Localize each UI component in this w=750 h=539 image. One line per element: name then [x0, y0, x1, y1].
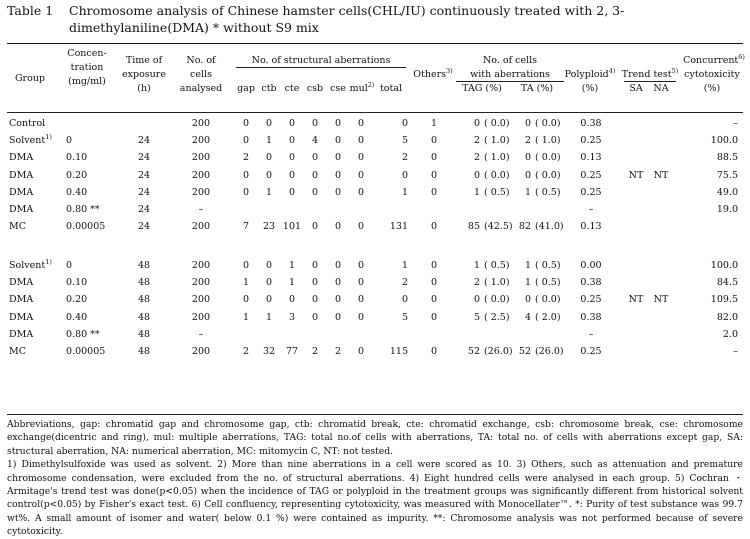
cell-time: 48	[137, 311, 151, 323]
cell-others: 0	[430, 135, 438, 147]
footnotes: 1) Dimethylsulfoxide was used as solvent. 2) More than nine aberrations in a cell were scored as 10. 3) Others, such as attenuation and premature chromosome condensation, were excluded from the no. of structural aberrations. 4) Eight hundred cells were analysed in each group. 5) Cochran ・ Armitage's trend test was done(p<0.05) when the incidence of TAG or polyploid in the treatment groups was significantly different from historical solvent control(p<0.05) by Fisher's exact test. 6) Cell confluency, representing cytotoxicity, was measured with Monocellater™. *: Purity of test substance was 99.7 wt%. A small amount of isomer and water( below 0.1 %) were contained as impurity. **: Chromosome analysis was not performed because of severe cytotoxicity.	[7, 459, 743, 538]
table-row	[0, 292, 750, 308]
cell-mul: 0	[357, 277, 365, 289]
cell-ctb: 0	[265, 118, 273, 129]
cell-time: 48	[137, 294, 151, 306]
header-cytotox-2: cytotoxicity	[684, 69, 740, 80]
header-ta: TA (%)	[520, 83, 554, 94]
table-row	[0, 275, 750, 291]
cell-cse: 0	[334, 311, 342, 323]
header-ctb: ctb	[261, 83, 277, 94]
cell-cyto: 75.5	[716, 169, 738, 181]
table-row	[0, 168, 750, 184]
cell-tag: 85	[467, 221, 480, 233]
structural-subrule	[236, 67, 406, 68]
cell-gap: 0	[242, 135, 250, 147]
cell-tagp: (42.5)	[484, 221, 513, 233]
cell-csb: 2	[311, 346, 319, 357]
cell-csb: 0	[311, 152, 319, 164]
header-cse: cse	[330, 83, 346, 94]
cell-total: 5	[401, 311, 408, 323]
cell-tap: ( 0.5)	[535, 277, 561, 289]
cell-mul: 0	[357, 152, 365, 164]
cell-others: 0	[430, 221, 438, 233]
table-row	[0, 133, 750, 149]
cell-cyto: 88.5	[716, 152, 738, 164]
cell-group: DMA	[9, 277, 34, 289]
cell-tag: 0	[473, 169, 480, 181]
trend-subrule	[624, 81, 676, 82]
cell-mul: 0	[357, 294, 365, 306]
cell-poly: 0.25	[580, 294, 602, 306]
cell-conc: 0.10	[66, 152, 88, 164]
cell-total: 1	[401, 260, 408, 271]
cell-cse: 0	[334, 277, 342, 289]
cell-tagp: ( 1.0)	[484, 277, 510, 289]
cell-gap: 0	[242, 260, 250, 271]
cell-time: 24	[137, 221, 151, 233]
header-sa: SA	[629, 83, 643, 94]
cell-group: DMA	[9, 169, 34, 181]
header-concentration-2: tration	[70, 62, 104, 73]
header-structural-aberrations: No. of structural aberrations	[251, 55, 391, 66]
header-csb: csb	[306, 83, 324, 94]
cell-poly: 0.38	[580, 277, 602, 289]
cell-cells: –	[198, 328, 204, 340]
cell-group: DMA	[9, 152, 34, 164]
table-row	[0, 219, 750, 235]
cell-tap: ( 0.0)	[535, 118, 561, 129]
cell-poly: 0.00	[580, 260, 602, 271]
cell-poly: 0.25	[580, 169, 602, 181]
header-tag: TAG (%)	[462, 83, 502, 94]
cell-gap: 2	[242, 346, 250, 357]
table-row	[0, 185, 750, 201]
cell-sa: NT	[628, 169, 644, 181]
cell-tag: 1	[473, 186, 480, 198]
cell-conc: 0.20	[66, 294, 88, 306]
table-row	[0, 327, 750, 343]
cell-cyto: 100.0	[710, 260, 738, 271]
cell-tagp: ( 0.0)	[484, 294, 510, 306]
cell-tap: ( 0.5)	[535, 260, 561, 271]
cell-total: 2	[401, 152, 408, 164]
cell-tag: 0	[473, 294, 480, 306]
cell-tag: 0	[473, 118, 480, 129]
cell-gap: 2	[242, 152, 250, 164]
cell-group: Solvent$^{1)}$	[9, 133, 52, 147]
cell-csb: 0	[311, 221, 319, 233]
header-polyploid: Polyploid$^{4)}$	[564, 66, 616, 80]
table-row	[0, 150, 750, 166]
table-title: Chromosome analysis of Chinese hamster cells(CHL/IU) continuously treated with 2, 3-dimethylaniline(DMA) * without S9 mix	[69, 3, 625, 35]
cell-conc: 0.40	[66, 311, 88, 323]
cell-tap: ( 0.0)	[535, 152, 561, 164]
cell-total: 0	[401, 118, 408, 129]
cell-cse: 0	[334, 169, 342, 181]
cell-total: 5	[401, 135, 408, 147]
cell-mul: 0	[357, 118, 365, 129]
cell-gap: 0	[242, 294, 250, 306]
cell-na: NT	[653, 169, 669, 181]
cell-gap: 0	[242, 186, 250, 198]
cell-cte: 1	[288, 260, 296, 271]
cell-tagp: (26.0)	[484, 346, 513, 357]
header-cells-3: analysed	[179, 83, 223, 94]
cell-cells: 200	[191, 311, 211, 323]
abbreviations: Abbreviations, gap: chromatid gap and chromosome gap, ctb: chromatid break, cte: chromatid exchange, csb: chromosome break, cse: chromosome exchange(dicentric and ring), mul: multiple aberrations, TAG: total no.of cells with aberrations, TA: total no. of cells with aberrations except gap, SA: structural aberration, NA: numerical aberration, MC: mitomycin C, NT: not tested.	[7, 419, 743, 457]
cell-group: DMA	[9, 328, 34, 340]
cell-gap: 0	[242, 118, 250, 129]
header-cte: cte	[284, 83, 300, 94]
header-na: NA	[653, 83, 669, 94]
cell-cse: 0	[334, 135, 342, 147]
cell-cyto: 84.5	[716, 277, 738, 289]
cell-tagp: ( 1.0)	[484, 135, 510, 147]
header-time-3: (h)	[137, 83, 151, 94]
cell-tap: (41.0)	[535, 221, 564, 233]
cell-mul: 0	[357, 186, 365, 198]
table-row	[0, 202, 750, 218]
cell-cells: 200	[191, 294, 211, 306]
cell-ta: 82	[518, 221, 531, 233]
header-total: total	[379, 83, 403, 94]
header-gap: gap	[237, 83, 255, 94]
header-time-1: Time of	[125, 55, 163, 66]
cell-total: 131	[389, 221, 408, 233]
cell-ta: 1	[524, 277, 531, 289]
header-group: Group	[14, 73, 46, 84]
cell-poly: 0.13	[580, 221, 602, 233]
table-row	[0, 258, 750, 274]
cell-gap: 0	[242, 169, 250, 181]
top-rule	[7, 43, 743, 44]
cell-cte: 0	[288, 294, 296, 306]
cell-time: 48	[137, 328, 151, 340]
cell-cells: 200	[191, 186, 211, 198]
cell-tagp: ( 0.5)	[484, 260, 510, 271]
cell-ta: 1	[524, 186, 531, 198]
cell-ta: 1	[524, 260, 531, 271]
cell-tag: 2	[473, 277, 480, 289]
cell-ta: 0	[524, 118, 531, 129]
cell-ta: 0	[524, 152, 531, 164]
cell-tag: 2	[473, 135, 480, 147]
cell-cells: 200	[191, 169, 211, 181]
cell-csb: 0	[311, 277, 319, 289]
cell-conc: 0	[66, 260, 73, 271]
cell-ctb: 0	[265, 277, 273, 289]
cell-sa: NT	[628, 294, 644, 306]
cell-csb: 0	[311, 186, 319, 198]
cell-total: 1	[401, 186, 408, 198]
cell-conc: 0.20	[66, 169, 88, 181]
cell-poly: –	[588, 204, 594, 215]
cell-csb: 0	[311, 169, 319, 181]
header-trend-test: Trend test$^{5)}$	[621, 66, 679, 80]
cell-csb: 0	[311, 260, 319, 271]
header-concentration-3: (mg/ml)	[68, 76, 106, 87]
cell-tag: 2	[473, 152, 480, 164]
aberrations-subrule	[456, 81, 564, 82]
cell-conc: 0.00005	[66, 346, 106, 357]
cell-tap: ( 2.0)	[535, 311, 561, 323]
cell-ta: 4	[524, 311, 531, 323]
cell-tap: (26.0)	[535, 346, 564, 357]
header-mul: mul$^{2)}$	[349, 80, 375, 94]
cell-tap: ( 0.0)	[535, 169, 561, 181]
cell-mul: 0	[357, 346, 365, 357]
cell-total: 0	[401, 169, 408, 181]
cell-group: DMA	[9, 311, 34, 323]
cell-cells: 200	[191, 221, 211, 233]
cell-time: 24	[137, 152, 151, 164]
cell-total: 115	[389, 346, 408, 357]
cell-mul: 0	[357, 221, 365, 233]
cell-cse: 0	[334, 221, 342, 233]
cell-time: 48	[137, 277, 151, 289]
cell-cte: 3	[288, 311, 296, 323]
cell-mul: 0	[357, 260, 365, 271]
header-cytotox-1: Concurrent$^{6)}$	[683, 52, 745, 66]
cell-cte: 0	[288, 169, 296, 181]
cell-tagp: ( 1.0)	[484, 152, 510, 164]
cell-poly: 0.25	[580, 186, 602, 198]
header-rule	[7, 112, 743, 113]
cell-cse: 0	[334, 186, 342, 198]
cell-conc: 0.80 **	[66, 204, 100, 215]
cell-time: 24	[137, 169, 151, 181]
cell-ctb: 0	[265, 294, 273, 306]
cell-cells: 200	[191, 260, 211, 271]
cell-cse: 0	[334, 294, 342, 306]
cell-cyto: 109.5	[710, 294, 738, 306]
header-time-2: exposure	[122, 69, 166, 80]
cell-tagp: ( 2.5)	[484, 311, 510, 323]
cell-cells: 200	[191, 118, 211, 129]
cell-time: 24	[137, 204, 151, 215]
cell-conc: 0.40	[66, 186, 88, 198]
cell-csb: 0	[311, 311, 319, 323]
cell-cells: –	[198, 204, 204, 215]
cell-cyto: –	[733, 346, 738, 357]
cell-tap: ( 0.0)	[535, 294, 561, 306]
cell-mul: 0	[357, 169, 365, 181]
cell-tagp: ( 0.0)	[484, 118, 510, 129]
cell-group: DMA	[9, 186, 34, 198]
cell-ta: 2	[524, 135, 531, 147]
cell-ctb: 1	[265, 135, 273, 147]
table-notes	[7, 418, 743, 539]
cell-total: 0	[401, 294, 408, 306]
cell-tap: ( 1.0)	[535, 135, 561, 147]
cell-group: DMA	[9, 204, 34, 215]
cell-others: 0	[430, 346, 438, 357]
cell-ctb: 23	[262, 221, 276, 233]
cell-gap: 7	[242, 221, 250, 233]
cell-csb: 4	[311, 135, 319, 147]
cell-ctb: 0	[265, 260, 273, 271]
cell-cyto: –	[733, 118, 738, 129]
cell-cte: 0	[288, 152, 296, 164]
cell-tag: 52	[467, 346, 480, 357]
cell-others: 0	[430, 186, 438, 198]
cell-ta: 0	[524, 294, 531, 306]
cell-gap: 1	[242, 311, 250, 323]
cell-time: 48	[137, 260, 151, 271]
cell-poly: 0.38	[580, 118, 602, 129]
table-row	[0, 116, 750, 132]
cell-others: 1	[430, 118, 438, 129]
cell-cells: 200	[191, 152, 211, 164]
cell-poly: 0.13	[580, 152, 602, 164]
cell-csb: 0	[311, 118, 319, 129]
cell-tap: ( 0.5)	[535, 186, 561, 198]
cell-cse: 0	[334, 152, 342, 164]
cell-conc: 0.00005	[66, 221, 106, 233]
cell-poly: 0.25	[580, 135, 602, 147]
cell-ctb: 1	[265, 186, 273, 198]
cell-time: 24	[137, 186, 151, 198]
cell-ta: 52	[518, 346, 531, 357]
cell-cte: 0	[288, 118, 296, 129]
cell-conc: 0.10	[66, 277, 88, 289]
cell-cyto: 100.0	[710, 135, 738, 147]
header-aberr-1: No. of cells	[482, 55, 538, 66]
cell-tagp: ( 0.0)	[484, 169, 510, 181]
cell-cyto: 2.0	[722, 328, 738, 340]
cell-cte: 0	[288, 186, 296, 198]
cell-poly: 0.38	[580, 311, 602, 323]
cell-cells: 200	[191, 135, 211, 147]
cell-tagp: ( 0.5)	[484, 186, 510, 198]
cell-gap: 1	[242, 277, 250, 289]
cell-csb: 0	[311, 294, 319, 306]
header-cells-1: No. of	[186, 55, 216, 66]
header-cytotox-3: (%)	[703, 83, 721, 94]
cell-tag: 1	[473, 260, 480, 271]
cell-cyto: 82.0	[716, 311, 738, 323]
cell-group: Control	[9, 118, 46, 129]
cell-cells: 200	[191, 277, 211, 289]
cell-tag: 5	[473, 311, 480, 323]
cell-total: 2	[401, 277, 408, 289]
cell-mul: 0	[357, 311, 365, 323]
cell-others: 0	[430, 260, 438, 271]
cell-cells: 200	[191, 346, 211, 357]
table-row	[0, 310, 750, 326]
cell-time: 24	[137, 135, 151, 147]
cell-others: 0	[430, 294, 438, 306]
cell-cte: 101	[282, 221, 302, 233]
cell-group: MC	[9, 221, 26, 233]
header-concentration-1: Concen-	[67, 48, 107, 59]
cell-time: 48	[137, 346, 151, 357]
cell-cse: 0	[334, 118, 342, 129]
cell-poly: 0.25	[580, 346, 602, 357]
cell-others: 0	[430, 277, 438, 289]
cell-group: Solvent$^{1)}$	[9, 257, 52, 271]
cell-conc: 0.80 **	[66, 328, 100, 340]
cell-conc: 0	[66, 135, 73, 147]
cell-ctb: 0	[265, 152, 273, 164]
cell-group: MC	[9, 346, 26, 357]
table-row	[0, 344, 750, 360]
cell-cse: 0	[334, 260, 342, 271]
table-label: Table 1	[7, 3, 54, 18]
cell-others: 0	[430, 169, 438, 181]
cell-ta: 0	[524, 169, 531, 181]
cell-na: NT	[653, 294, 669, 306]
cell-poly: –	[588, 328, 594, 340]
cell-ctb: 1	[265, 311, 273, 323]
cell-mul: 0	[357, 135, 365, 147]
bottom-rule	[7, 414, 743, 415]
header-others: Others$^{3)}$	[413, 66, 453, 80]
cell-cyto: 49.0	[716, 186, 738, 198]
cell-others: 0	[430, 152, 438, 164]
cell-group: DMA	[9, 294, 34, 306]
cell-cte: 1	[288, 277, 296, 289]
cell-ctb: 32	[262, 346, 276, 357]
header-aberr-2: with aberrations	[470, 69, 550, 80]
cell-cte: 77	[285, 346, 299, 357]
header-polyploid-unit: (%)	[581, 83, 599, 94]
cell-cse: 2	[334, 346, 342, 357]
cell-cte: 0	[288, 135, 296, 147]
cell-ctb: 0	[265, 169, 273, 181]
cell-others: 0	[430, 311, 438, 323]
header-cells-2: cells	[190, 69, 212, 80]
cell-cyto: 19.0	[716, 204, 738, 215]
